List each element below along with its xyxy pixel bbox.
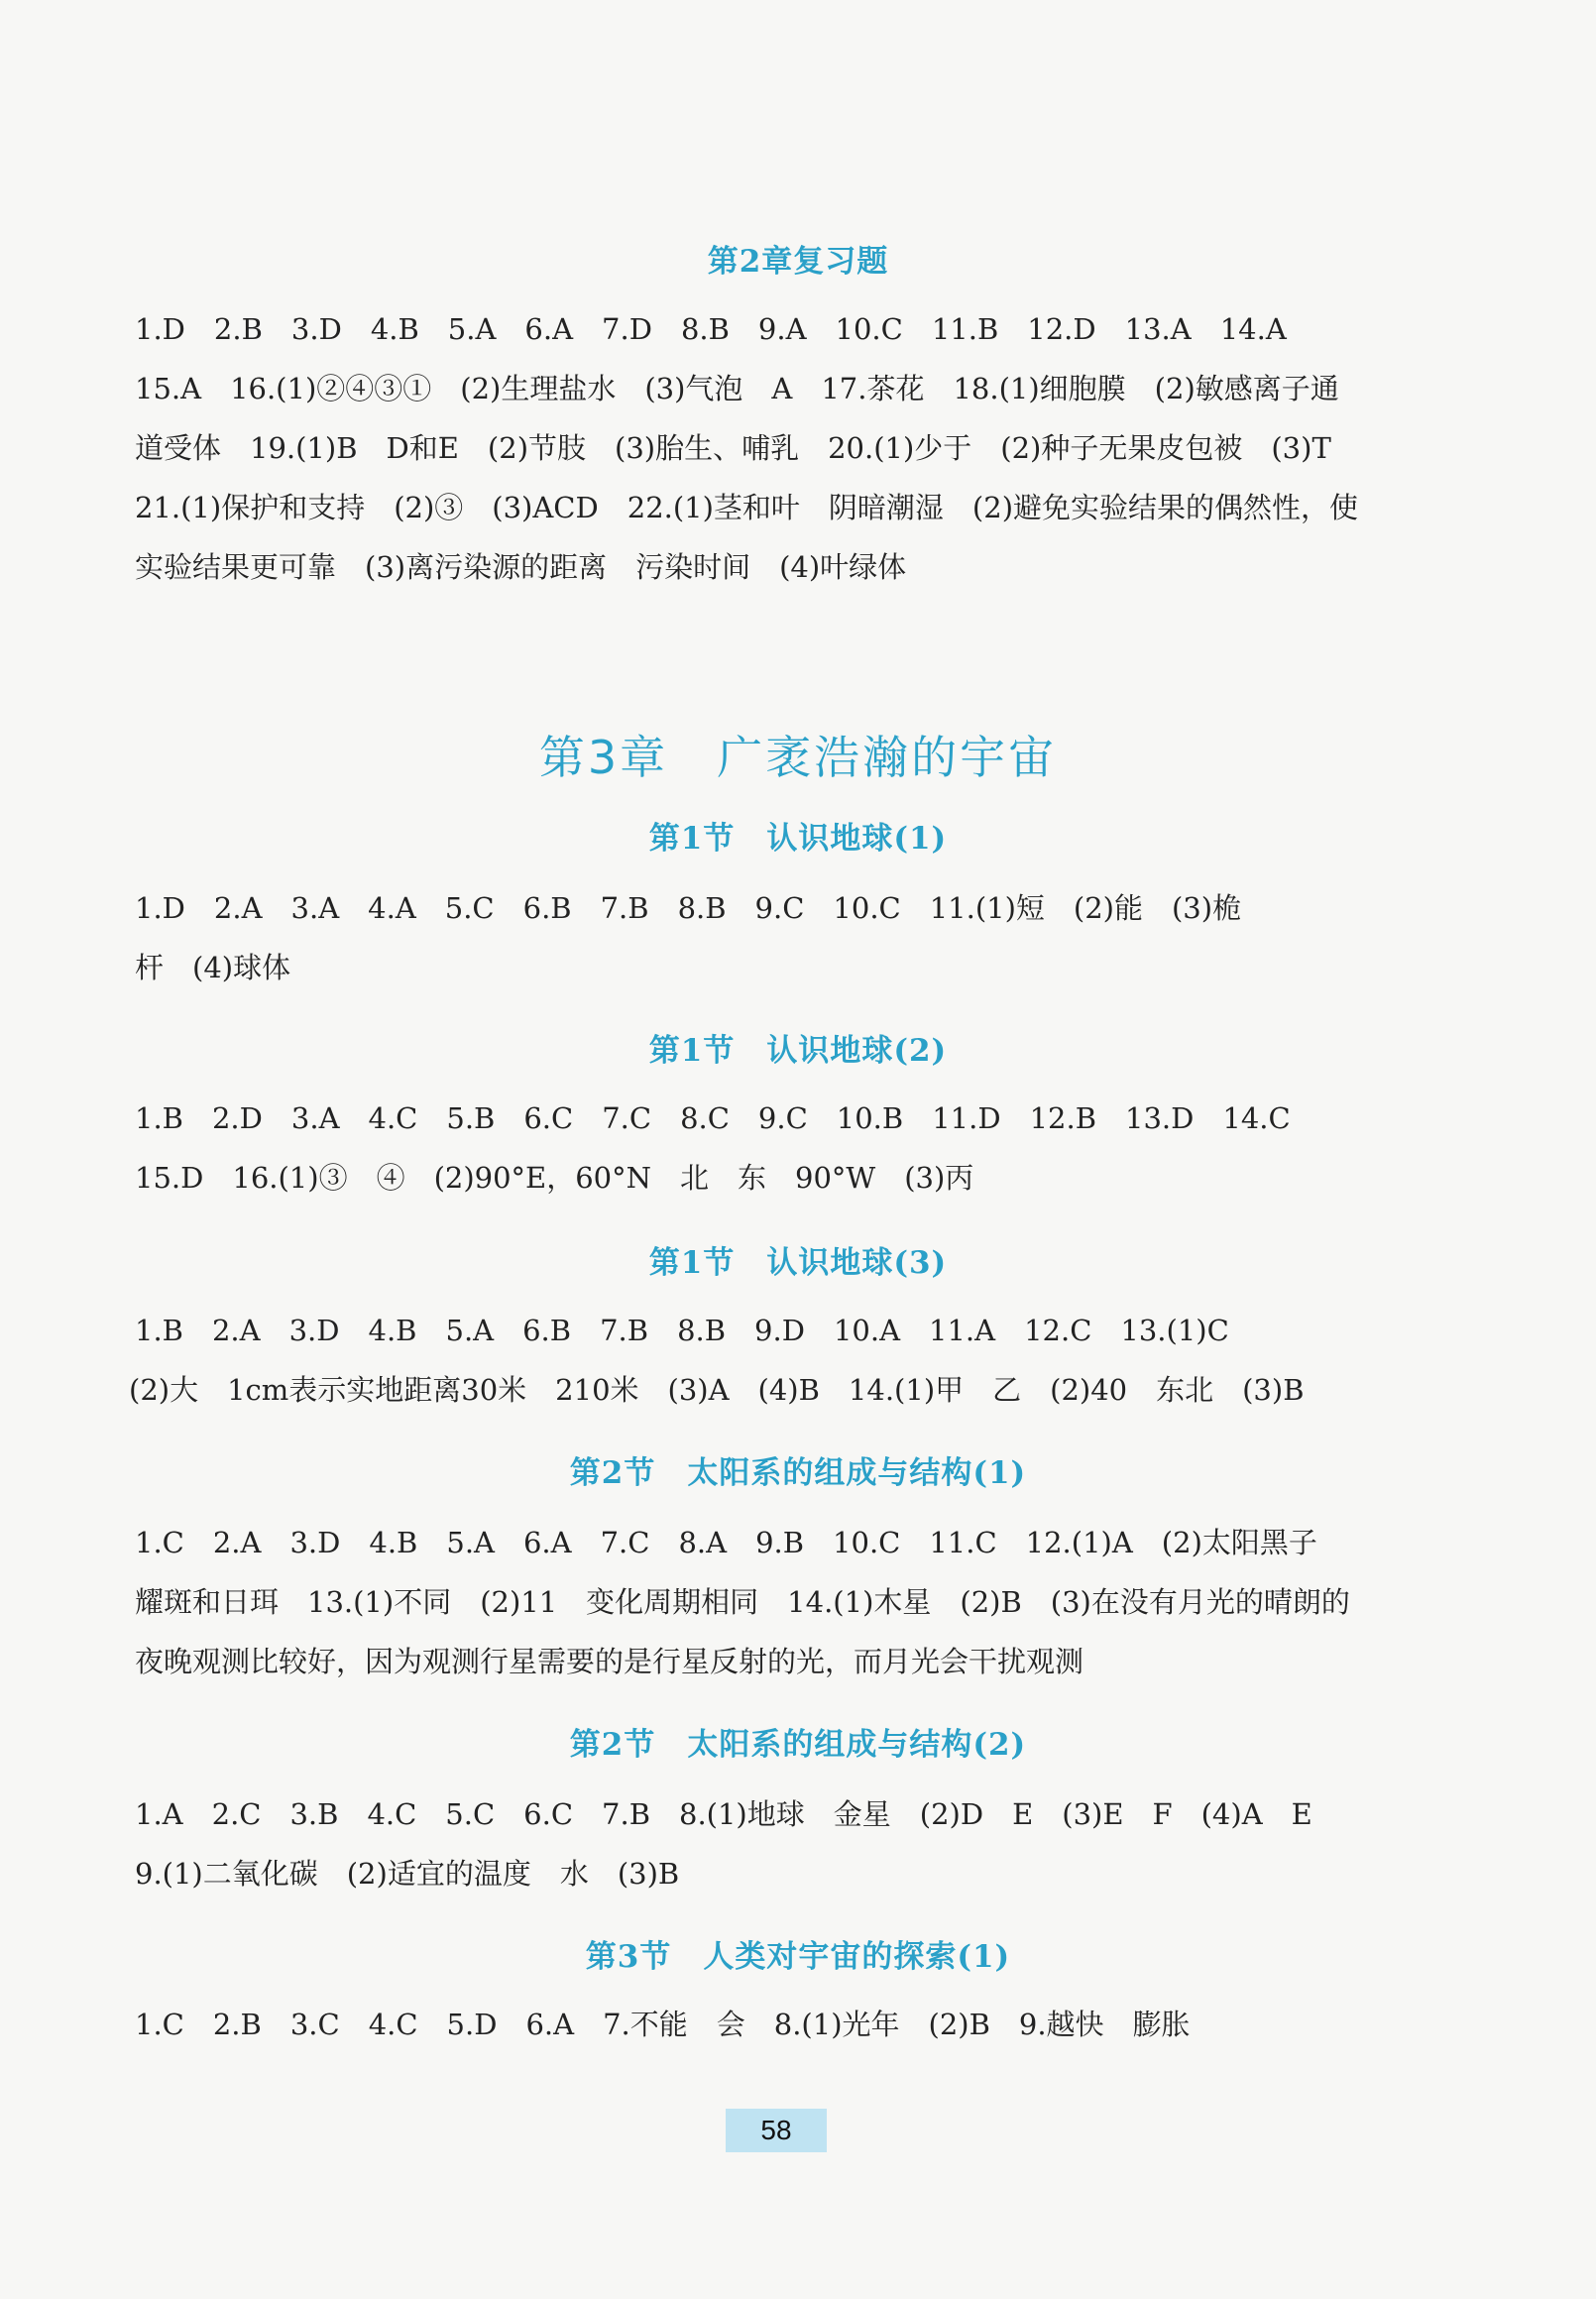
- answer-line: 1.B 2.A 3.D 4.B 5.A 6.B 7.B 8.B 9.D 10.A 11.A 12.C 13.(1)C: [135, 1314, 1229, 1347]
- section-title: 第2节 太阳系的组成与结构(2): [569, 1727, 1027, 1763]
- section-answers: [135, 1995, 1473, 2054]
- answer-line: 道受体 19.(1)B D和E (2)节肢 (3)胎生、哺乳 20.(1)少于 (2)种子无果皮包被 (3)T: [135, 431, 1331, 465]
- review-title: 第2章复习题: [707, 244, 889, 280]
- answer-line: 1.C 2.A 3.D 4.B 5.A 6.A 7.C 8.A 9.B 10.C 11.C 12.(1)A (2)太阳黑子: [135, 1526, 1317, 1559]
- chapter-title: 第3章 广袤浩瀚的宇宙: [538, 731, 1058, 784]
- answer-line: 15.D 16.(1)③ ④ (2)90°E，60°N 北 东 90°W (3)丙: [135, 1161, 974, 1195]
- answer-line: 1.D 2.B 3.D 4.B 5.A 6.A 7.D 8.B 9.A 10.C 11.B 12.D 13.A 14.A: [135, 312, 1287, 346]
- answer-line: 15.A 16.(1)②④③① (2)生理盐水 (3)气泡 A 17.茶花 18.(1)细胞膜 (2)敏感离子通: [135, 372, 1339, 405]
- answer-line: 21.(1)保护和支持 (2)③ (3)ACD 22.(1)茎和叶 阴暗潮湿 (2)避免实验结果的偶然性，使: [135, 491, 1359, 524]
- answer-line: 9.(1)二氧化碳 (2)适宜的温度 水 (3)B: [135, 1857, 680, 1891]
- section-title: 第1节 认识地球(3): [648, 1245, 948, 1281]
- answer-line: (2)大 1cm表示实地距离30米 210米 (3)A (4)B 14.(1)甲 乙 (2)40 东北 (3)B: [129, 1373, 1305, 1407]
- section-answers: [135, 1089, 1473, 1207]
- section-answers: [129, 1301, 1473, 1420]
- answer-line: 耀斑和日珥 13.(1)不同 (2)11 变化周期相同 14.(1)木星 (2)B (3)在没有月光的晴朗的: [135, 1585, 1350, 1619]
- page-number: 58: [726, 2109, 827, 2152]
- section-title: 第2节 太阳系的组成与结构(1): [569, 1455, 1027, 1491]
- section-answers: [135, 878, 1473, 997]
- section-title: 第1节 认识地球(1): [648, 821, 948, 857]
- review-answers: [135, 299, 1473, 597]
- section-title: 第1节 认识地球(2): [648, 1033, 948, 1069]
- answer-line: 实验结果更可靠 (3)离污染源的距离 污染时间 (4)叶绿体: [135, 550, 907, 584]
- answer-line: 1.C 2.B 3.C 4.C 5.D 6.A 7.不能 会 8.(1)光年 (2)B 9.越快 膨胀: [135, 2008, 1191, 2041]
- answer-line: 1.A 2.C 3.B 4.C 5.C 6.C 7.B 8.(1)地球 金星 (2)D E (3)E F (4)A E: [135, 1797, 1312, 1831]
- section-answers: [135, 1784, 1473, 1903]
- answer-line: 1.D 2.A 3.A 4.A 5.C 6.B 7.B 8.B 9.C 10.C 11.(1)短 (2)能 (3)桅: [135, 891, 1242, 925]
- answer-line: 1.B 2.D 3.A 4.C 5.B 6.C 7.C 8.C 9.C 10.B 11.D 12.B 13.D 14.C: [135, 1101, 1291, 1135]
- section-title: 第3节 人类对宇宙的探索(1): [585, 1939, 1011, 1975]
- answer-line: 杆 (4)球体: [135, 951, 291, 984]
- section-answers: [135, 1513, 1473, 1691]
- answer-line: 夜晚观测比较好，因为观测行星需要的是行星反射的光，而月光会干扰观测: [135, 1645, 1084, 1678]
